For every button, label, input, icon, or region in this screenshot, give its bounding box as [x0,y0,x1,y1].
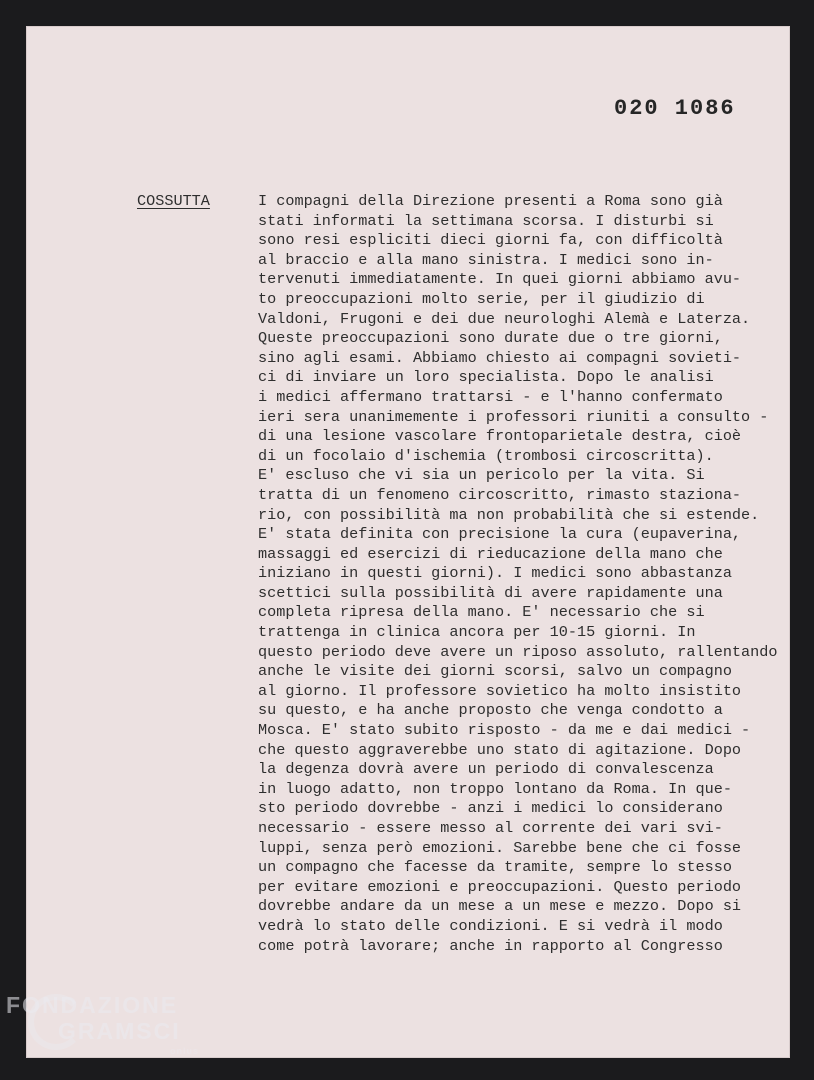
watermark-line-2: GRAMSCI [58,1018,181,1044]
text-line: stati informati la settimana scorsa. I disturbi si [258,211,714,230]
text-line: scettici sulla possibilità di avere rapidamente una [258,583,723,602]
text-line: completa ripresa della mano. E' necessario che si [258,603,705,622]
text-line: ci di inviare un loro specialista. Dopo le analisi [258,368,714,387]
text-line: E' stata definita con precisione la cura (eupaverina, [258,525,742,544]
text-line: trattenga in clinica ancora per 10-15 giorni. In [258,623,696,642]
text-line: per evitare emozioni e preoccupazioni. Questo periodo [258,877,742,896]
text-line: al giorno. Il professore sovietico ha molto insistito [258,681,742,700]
watermark-tag: onlus [170,1046,199,1056]
text-line: I compagni della Direzione presenti a Roma sono già [258,192,723,210]
document-number: 020 1086 [614,96,736,121]
text-line: Queste preoccupazioni sono durate due o tre giorni, [258,329,723,348]
text-line: tratta di un fenomeno circoscritto, rimasto staziona- [258,485,742,504]
text-line: questo periodo deve avere un riposo assoluto, rallentando [258,642,778,661]
text-line: anche le visite dei giorni scorsi, salvo un compagno [258,662,732,681]
text-line: luppi, senza però emozioni. Sarebbe bene che ci fosse [258,838,742,857]
watermark-line-1: FONDAZIONE [6,992,179,1018]
text-line: sto periodo dovrebbe - anzi i medici lo considerano [258,799,723,818]
text-line: la degenza dovrà avere un periodo di convalescenza [258,760,714,779]
text-line: come potrà lavorare; anche in rapporto al Congresso [258,936,723,955]
text-line: iniziano in questi giorni). I medici sono abbastanza [258,564,732,583]
text-line: di un focolaio d'ischemia (trombosi circoscritta). [258,446,714,465]
speech-text [258,192,803,956]
text-line: dovrebbe andare da un mese a un mese e mezzo. Dopo si [258,897,742,916]
text-line: to preoccupazioni molto serie, per il giudizio di [258,289,705,308]
fondazione-gramsci-watermark [6,992,199,1056]
text-line: sono resi espliciti dieci giorni fa, con difficoltà [258,231,723,250]
text-line: vedrà lo stato delle condizioni. E si vedrà il modo [258,916,723,935]
text-line: di una lesione vascolare frontoparietale destra, cioè [258,427,742,446]
text-line: E' escluso che vi sia un pericolo per la vita. Si [258,466,705,485]
text-line: ieri sera unanimemente i professori riuniti a consulto - [258,407,769,426]
text-line: sino agli esami. Abbiamo chiesto ai compagni sovieti- [258,348,742,367]
speaker-name: COSSUTTA [137,192,210,210]
text-line: tervenuti immediatamente. In quei giorni abbiamo avu- [258,270,742,289]
text-line: i medici affermano trattarsi - e l'hanno confermato [258,387,723,406]
text-line: Valdoni, Frugoni e dei due neurologhi Alemà e Laterza. [258,309,751,328]
text-line: su questo, e ha anche proposto che venga condotto a [258,701,723,720]
text-line: massaggi ed esercizi di rieducazione della mano che [258,544,723,563]
text-line: rio, con possibilità ma non probabilità che si estende. [258,505,760,524]
text-line: Mosca. E' stato subito risposto - da me e dai medici - [258,721,751,740]
text-line: che questo aggraverebbe uno stato di agitazione. Dopo [258,740,742,759]
text-line: necessario - essere messo al corrente dei vari svi- [258,819,723,837]
text-line: al braccio e alla mano sinistra. I medici sono in- [258,250,714,269]
text-line: in luogo adatto, non troppo lontano da Roma. In que- [258,779,732,798]
text-line: un compagno che facesse da tramite, sempre lo stesso [258,858,732,877]
